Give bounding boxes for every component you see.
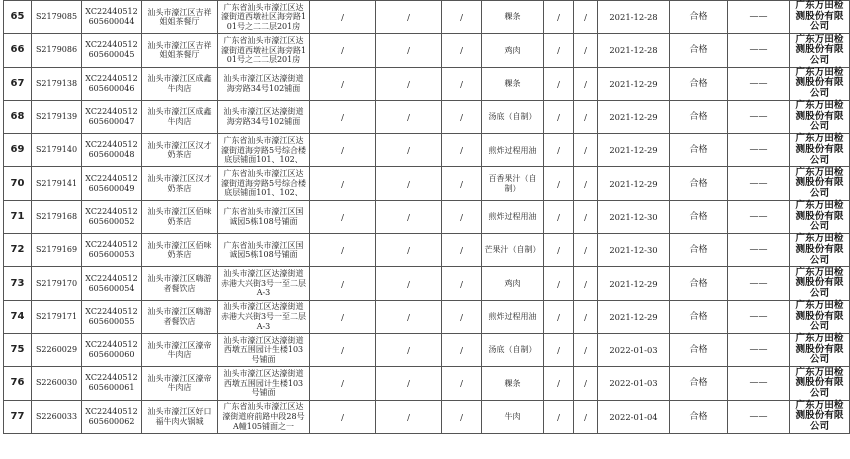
failed-item: —— [728, 167, 790, 200]
testing-organization: 广东万田检测股份有限公司 [790, 200, 850, 233]
seller-name: 汕头市濠江区嗨游者餐饮店 [142, 267, 218, 300]
col-slash-3: / [442, 367, 482, 400]
col-slash-1: / [310, 200, 376, 233]
col-slash-4: / [544, 100, 574, 133]
col-slash-3: / [442, 167, 482, 200]
sample-id: S2179140 [32, 134, 82, 167]
result-status: 合格 [670, 200, 728, 233]
col-slash-2: / [376, 1, 442, 34]
seller-address: 广东省汕头市濠江区达濠街道西墩社区海旁路101号之二二层201房 [218, 1, 310, 34]
col-slash-2: / [376, 333, 442, 366]
col-slash-5: / [574, 67, 598, 100]
col-slash-4: / [544, 34, 574, 67]
result-status: 合格 [670, 333, 728, 366]
food-name: 芒果汁（自制） [482, 234, 544, 267]
failed-item: —— [728, 400, 790, 433]
seller-name: 汕头市濠江区佰味奶茶店 [142, 234, 218, 267]
table-row [4, 234, 850, 267]
sample-id: S2179085 [32, 1, 82, 34]
report-number: XC22440512605600055 [82, 300, 142, 333]
failed-item: —— [728, 100, 790, 133]
col-slash-3: / [442, 200, 482, 233]
result-status: 合格 [670, 367, 728, 400]
row-number: 69 [4, 134, 32, 167]
seller-name: 汕头市濠江区吉祥姐姐茶餐厅 [142, 1, 218, 34]
report-number: XC22440512605600060 [82, 333, 142, 366]
col-slash-2: / [376, 34, 442, 67]
result-status: 合格 [670, 1, 728, 34]
col-slash-5: / [574, 134, 598, 167]
col-slash-2: / [376, 400, 442, 433]
sample-id: S2179141 [32, 167, 82, 200]
sample-id: S2179139 [32, 100, 82, 133]
col-slash-1: / [310, 267, 376, 300]
testing-organization: 广东万田检测股份有限公司 [790, 267, 850, 300]
row-number: 76 [4, 367, 32, 400]
table-row [4, 300, 850, 333]
col-slash-5: / [574, 267, 598, 300]
col-slash-2: / [376, 367, 442, 400]
report-number: XC22440512605600044 [82, 1, 142, 34]
food-name: 鸡肉 [482, 34, 544, 67]
sample-id: S2260033 [32, 400, 82, 433]
seller-name: 汕头市濠江区嗨游者餐饮店 [142, 300, 218, 333]
col-slash-1: / [310, 367, 376, 400]
failed-item: —— [728, 300, 790, 333]
food-name: 粿条 [482, 1, 544, 34]
sampling-date: 2022-01-03 [598, 367, 670, 400]
sample-id: S2179138 [32, 67, 82, 100]
col-slash-4: / [544, 67, 574, 100]
report-number: XC22440512605600062 [82, 400, 142, 433]
food-name: 牛肉 [482, 400, 544, 433]
row-number: 71 [4, 200, 32, 233]
row-number: 73 [4, 267, 32, 300]
col-slash-5: / [574, 167, 598, 200]
col-slash-5: / [574, 367, 598, 400]
row-number: 65 [4, 1, 32, 34]
result-status: 合格 [670, 234, 728, 267]
seller-address: 汕头市濠江区达濠街道西墩五围园计生楼103号铺面 [218, 367, 310, 400]
result-status: 合格 [670, 100, 728, 133]
col-slash-3: / [442, 234, 482, 267]
col-slash-3: / [442, 34, 482, 67]
report-number: XC22440512605600054 [82, 267, 142, 300]
sampling-date: 2021-12-29 [598, 267, 670, 300]
col-slash-4: / [544, 134, 574, 167]
result-status: 合格 [670, 400, 728, 433]
sample-id: S2179169 [32, 234, 82, 267]
food-name: 煎炸过程用油 [482, 300, 544, 333]
table-row [4, 100, 850, 133]
sampling-date: 2021-12-28 [598, 1, 670, 34]
report-number: XC22440512605600049 [82, 167, 142, 200]
col-slash-1: / [310, 1, 376, 34]
col-slash-4: / [544, 267, 574, 300]
sample-id: S2179168 [32, 200, 82, 233]
report-number: XC22440512605600061 [82, 367, 142, 400]
seller-name: 汕头市濠江区成鑫牛肉店 [142, 100, 218, 133]
sampling-date: 2021-12-28 [598, 34, 670, 67]
food-name: 煎炸过程用油 [482, 134, 544, 167]
col-slash-4: / [544, 367, 574, 400]
result-status: 合格 [670, 167, 728, 200]
seller-address: 广东省汕头市濠江区达濠街道府前路中段28号A幢105铺面之一 [218, 400, 310, 433]
seller-name: 汕头市濠江区汉才奶茶店 [142, 134, 218, 167]
food-name: 粿条 [482, 367, 544, 400]
sampling-date: 2021-12-30 [598, 200, 670, 233]
failed-item: —— [728, 333, 790, 366]
seller-address: 广东省汕头市濠江区达濠街道海旁路5号综合楼底层铺面101、102、 [218, 167, 310, 200]
failed-item: —— [728, 1, 790, 34]
col-slash-5: / [574, 1, 598, 34]
result-status: 合格 [670, 267, 728, 300]
seller-name: 汕头市濠江区吉祥姐姐茶餐厅 [142, 34, 218, 67]
seller-name: 汕头市濠江区好口福牛肉火锅城 [142, 400, 218, 433]
testing-organization: 广东万田检测股份有限公司 [790, 34, 850, 67]
col-slash-5: / [574, 400, 598, 433]
testing-organization: 广东万田检测股份有限公司 [790, 134, 850, 167]
col-slash-3: / [442, 67, 482, 100]
table-row [4, 134, 850, 167]
sampling-date: 2021-12-30 [598, 234, 670, 267]
table-row [4, 333, 850, 366]
col-slash-1: / [310, 34, 376, 67]
col-slash-5: / [574, 300, 598, 333]
col-slash-1: / [310, 300, 376, 333]
col-slash-5: / [574, 200, 598, 233]
col-slash-5: / [574, 333, 598, 366]
food-name: 鸡肉 [482, 267, 544, 300]
col-slash-3: / [442, 1, 482, 34]
col-slash-2: / [376, 67, 442, 100]
seller-address: 汕头市濠江区达濠街道西墩五围园计生楼103号铺面 [218, 333, 310, 366]
sample-id: S2179086 [32, 34, 82, 67]
testing-organization: 广东万田检测股份有限公司 [790, 167, 850, 200]
col-slash-1: / [310, 234, 376, 267]
table-row [4, 367, 850, 400]
testing-organization: 广东万田检测股份有限公司 [790, 300, 850, 333]
seller-address: 广东省汕头市濠江区国诚园5栋108号铺面 [218, 200, 310, 233]
seller-name: 汕头市濠江区濠帝牛肉店 [142, 333, 218, 366]
result-status: 合格 [670, 67, 728, 100]
sample-id: S2179170 [32, 267, 82, 300]
seller-address: 广东省汕头市濠江区国诚园5栋108号铺面 [218, 234, 310, 267]
seller-name: 汕头市濠江区成鑫牛肉店 [142, 67, 218, 100]
result-status: 合格 [670, 134, 728, 167]
seller-address: 广东省汕头市濠江区达濠街道海旁路5号综合楼底层铺面101、102、 [218, 134, 310, 167]
sample-id: S2179171 [32, 300, 82, 333]
col-slash-2: / [376, 300, 442, 333]
seller-name: 汕头市濠江区汉才奶茶店 [142, 167, 218, 200]
col-slash-4: / [544, 400, 574, 433]
report-number: XC22440512605600045 [82, 34, 142, 67]
failed-item: —— [728, 200, 790, 233]
col-slash-3: / [442, 267, 482, 300]
row-number: 72 [4, 234, 32, 267]
testing-organization: 广东万田检测股份有限公司 [790, 100, 850, 133]
failed-item: —— [728, 267, 790, 300]
seller-name: 汕头市濠江区佰味奶茶店 [142, 200, 218, 233]
col-slash-1: / [310, 400, 376, 433]
failed-item: —— [728, 367, 790, 400]
table-row [4, 34, 850, 67]
table-row [4, 200, 850, 233]
col-slash-4: / [544, 1, 574, 34]
row-number: 75 [4, 333, 32, 366]
sample-id: S2260030 [32, 367, 82, 400]
failed-item: —— [728, 34, 790, 67]
row-number: 77 [4, 400, 32, 433]
col-slash-2: / [376, 167, 442, 200]
table-row [4, 267, 850, 300]
testing-organization: 广东万田检测股份有限公司 [790, 1, 850, 34]
col-slash-1: / [310, 167, 376, 200]
col-slash-2: / [376, 267, 442, 300]
col-slash-2: / [376, 134, 442, 167]
row-number: 66 [4, 34, 32, 67]
failed-item: —— [728, 134, 790, 167]
report-number: XC22440512605600047 [82, 100, 142, 133]
row-number: 74 [4, 300, 32, 333]
seller-address: 汕头市濠江区达濠街道海旁路34号102铺面 [218, 67, 310, 100]
col-slash-5: / [574, 234, 598, 267]
failed-item: —— [728, 234, 790, 267]
testing-organization: 广东万田检测股份有限公司 [790, 367, 850, 400]
failed-item: —— [728, 67, 790, 100]
col-slash-4: / [544, 300, 574, 333]
col-slash-2: / [376, 200, 442, 233]
food-name: 百香果汁（自制） [482, 167, 544, 200]
col-slash-3: / [442, 333, 482, 366]
row-number: 70 [4, 167, 32, 200]
col-slash-1: / [310, 333, 376, 366]
report-number: XC22440512605600048 [82, 134, 142, 167]
table-body [4, 1, 850, 434]
sampling-date: 2021-12-29 [598, 100, 670, 133]
report-number: XC22440512605600053 [82, 234, 142, 267]
table-row [4, 1, 850, 34]
table-row [4, 400, 850, 433]
sample-id: S2260029 [32, 333, 82, 366]
sampling-date: 2021-12-29 [598, 67, 670, 100]
table-row [4, 67, 850, 100]
food-name: 煎炸过程用油 [482, 200, 544, 233]
seller-address: 汕头市濠江区达濠街道赤港大兴街3号一至二层A-3 [218, 267, 310, 300]
sampling-date: 2021-12-29 [598, 167, 670, 200]
col-slash-4: / [544, 167, 574, 200]
col-slash-4: / [544, 234, 574, 267]
testing-organization: 广东万田检测股份有限公司 [790, 400, 850, 433]
row-number: 68 [4, 100, 32, 133]
sampling-date: 2022-01-03 [598, 333, 670, 366]
report-number: XC22440512605600046 [82, 67, 142, 100]
sampling-date: 2021-12-29 [598, 134, 670, 167]
food-name: 汤底（自制） [482, 333, 544, 366]
col-slash-2: / [376, 234, 442, 267]
col-slash-1: / [310, 67, 376, 100]
col-slash-3: / [442, 134, 482, 167]
col-slash-4: / [544, 333, 574, 366]
testing-organization: 广东万田检测股份有限公司 [790, 333, 850, 366]
food-name: 汤底（自制） [482, 100, 544, 133]
testing-organization: 广东万田检测股份有限公司 [790, 67, 850, 100]
col-slash-1: / [310, 100, 376, 133]
row-number: 67 [4, 67, 32, 100]
col-slash-3: / [442, 400, 482, 433]
col-slash-1: / [310, 134, 376, 167]
sampling-date: 2021-12-29 [598, 300, 670, 333]
col-slash-5: / [574, 100, 598, 133]
seller-address: 汕头市濠江区达濠街道海旁路34号102铺面 [218, 100, 310, 133]
col-slash-5: / [574, 34, 598, 67]
food-name: 粿条 [482, 67, 544, 100]
col-slash-2: / [376, 100, 442, 133]
result-status: 合格 [670, 300, 728, 333]
sampling-date: 2022-01-04 [598, 400, 670, 433]
result-status: 合格 [670, 34, 728, 67]
col-slash-3: / [442, 300, 482, 333]
seller-address: 广东省汕头市濠江区达濠街道西墩社区海旁路101号之二二层201房 [218, 34, 310, 67]
inspection-results-table [3, 0, 850, 434]
col-slash-4: / [544, 200, 574, 233]
testing-organization: 广东万田检测股份有限公司 [790, 234, 850, 267]
seller-address: 汕头市濠江区达濠街道赤港大兴街3号一至二层A-3 [218, 300, 310, 333]
seller-name: 汕头市濠江区濠帝牛肉店 [142, 367, 218, 400]
report-number: XC22440512605600052 [82, 200, 142, 233]
col-slash-3: / [442, 100, 482, 133]
table-row [4, 167, 850, 200]
